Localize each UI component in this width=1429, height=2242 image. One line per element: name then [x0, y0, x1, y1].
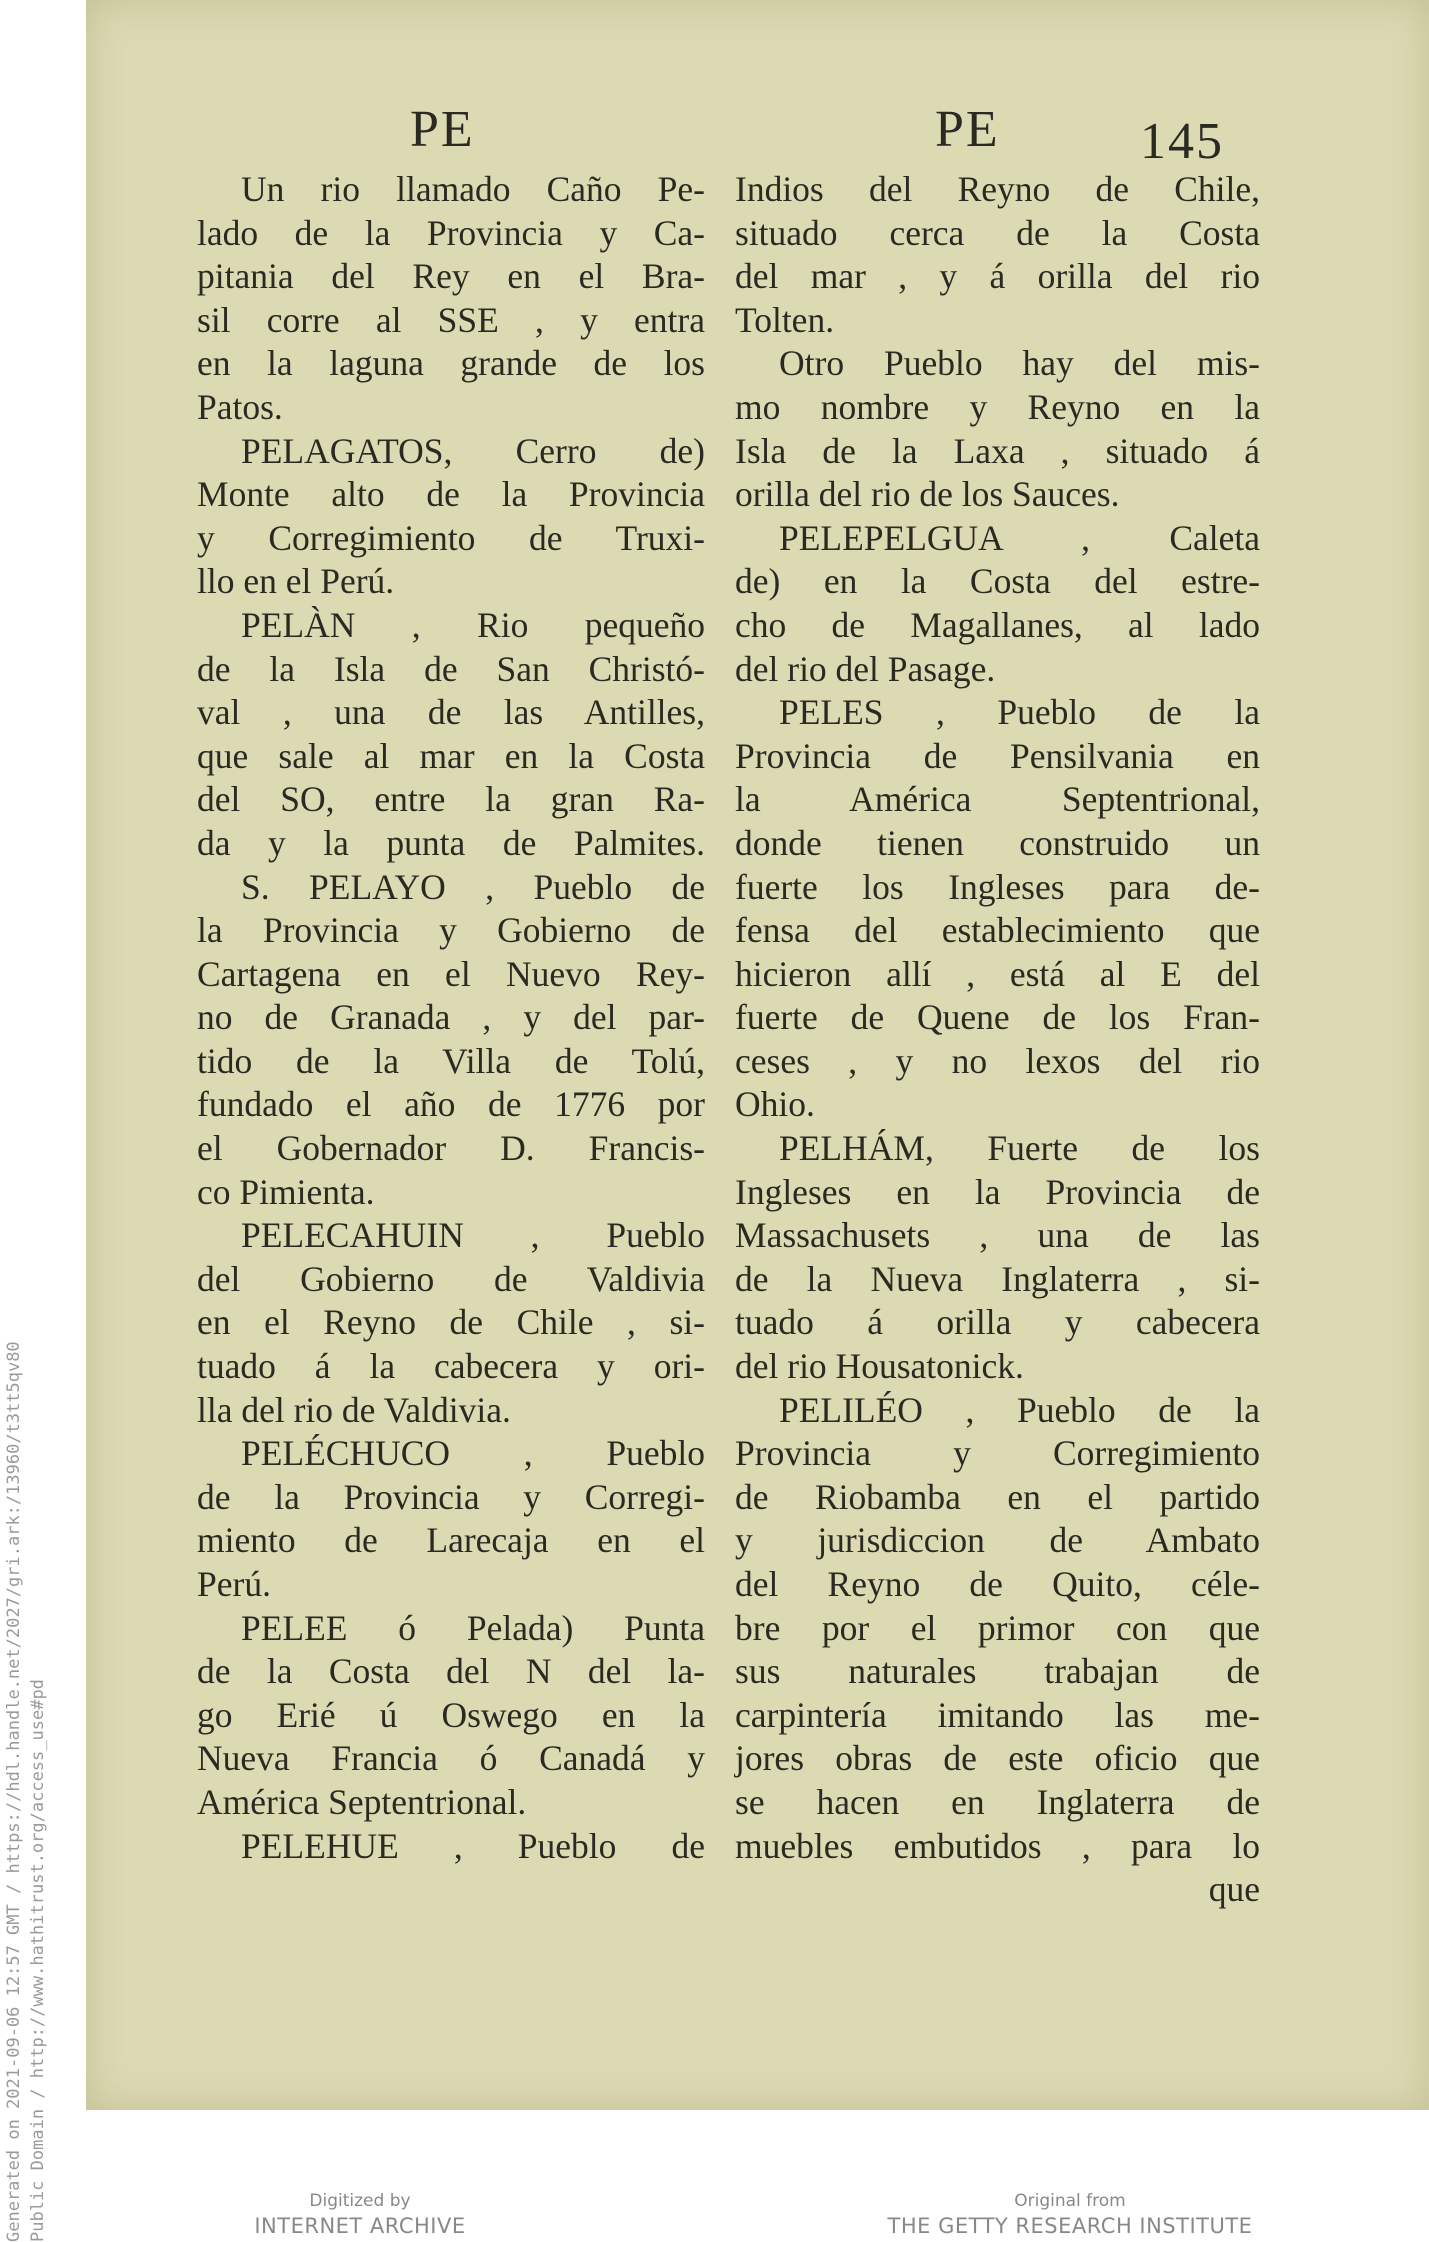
text-line: Otro Pueblo hay del mis-: [779, 343, 1260, 384]
text-line: fensa del establecimiento que: [735, 910, 1260, 951]
text-line: América Septentrional.: [197, 1781, 527, 1822]
internet-archive-label: INTERNET ARCHIVE: [254, 2214, 466, 2238]
text-line: de Riobamba en el partido: [735, 1476, 1260, 1517]
text-line: Perú.: [197, 1564, 271, 1604]
text-line: ceses , y no lexos del rio: [735, 1040, 1260, 1081]
text-line: del rio Housatonick.: [735, 1346, 1024, 1387]
text-line: donde tienen construido un: [735, 822, 1260, 863]
header-center: PE: [935, 101, 1000, 158]
text-line: Provincia de Pensilvania en: [735, 735, 1260, 776]
text-line: y Corregimiento de Truxi-: [197, 517, 705, 558]
text-line: Massachusets , una de las: [735, 1215, 1260, 1256]
text-line: Patos.: [197, 386, 283, 427]
text-line: se hacen en Inglaterra de: [735, 1781, 1260, 1822]
text-line: val , una de las Antilles,: [197, 692, 705, 733]
text-line: del rio del Pasage.: [735, 648, 996, 689]
text-line: Indios del Reyno de Chile,: [735, 169, 1260, 209]
getty-label: THE GETTY RESEARCH INSTITUTE: [887, 2214, 1253, 2238]
text-line: tuado á orilla y cabecera: [735, 1302, 1260, 1343]
text-line: PELAGATOS, Cerro de): [241, 430, 705, 471]
text-line: la Provincia y Gobierno de: [197, 910, 705, 951]
text-line: del Reyno de Quito, céle-: [735, 1564, 1260, 1604]
text-line: Provincia y Corregimiento: [735, 1433, 1260, 1474]
text-line: situado cerca de la Costa: [735, 212, 1260, 253]
text-line: Isla de la Laxa , situado á: [735, 430, 1260, 471]
text-line: fuerte de Quene de los Fran-: [735, 997, 1260, 1038]
text-line: Tolten.: [735, 299, 835, 340]
stamp-line-1: Generated on 2021-09-06 12:57 GMT / https://hdl.handle.net/2027/gri.ark:/13960/t3tt5qv80: [4, 1341, 24, 2242]
text-line: Nueva Francia ó Canadá y: [197, 1738, 705, 1779]
text-line: del mar , y á orilla del rio: [735, 256, 1260, 297]
text-line: fundado el año de 1776 por: [197, 1084, 705, 1125]
original-from-label: Original from: [1014, 2191, 1126, 2211]
text-line: PELEPELGUA , Caleta: [779, 517, 1260, 558]
text-line: cho de Magallanes, al lado: [735, 604, 1260, 645]
text-line: hicieron allí , está al E del: [735, 953, 1260, 994]
text-line: PELES , Pueblo de la: [779, 692, 1260, 733]
right-column: [735, 168, 1260, 1912]
text-line: co Pimienta.: [197, 1171, 375, 1212]
text-line: PELÉCHUCO , Pueblo: [241, 1433, 705, 1474]
text-line: del SO, entre la gran Ra-: [197, 779, 705, 820]
text-line: PELEE ó Pelada) Punta: [241, 1607, 705, 1648]
text-line: la América Septentrional,: [735, 779, 1260, 820]
text-line: PELÀN , Rio pequeño: [241, 604, 705, 645]
digitized-by-label: Digitized by: [309, 2191, 411, 2211]
text-line: de) en la Costa del estre-: [735, 561, 1260, 602]
digitized-by-credit: [220, 2190, 500, 2240]
text-line: miento de Larecaja en el: [197, 1520, 705, 1561]
text-line: S. PELAYO , Pueblo de: [241, 866, 705, 907]
text-line: PELECAHUIN , Pueblo: [241, 1215, 705, 1256]
original-from-credit: [860, 2190, 1280, 2240]
text-line: de la Costa del N del la-: [197, 1651, 705, 1692]
text-line: de la Nueva Inglaterra , si-: [735, 1258, 1260, 1299]
text-line: en la laguna grande de los: [197, 343, 705, 384]
text-line: go Erié ú Oswego en la: [197, 1694, 705, 1735]
text-line: Monte alto de la Provincia: [197, 474, 705, 515]
text-line: en el Reyno de Chile , si-: [197, 1302, 705, 1343]
text-line: no de Granada , y del par-: [197, 997, 705, 1038]
text-line: Ohio.: [735, 1084, 815, 1125]
page-number: 145: [1140, 113, 1224, 170]
text-line: muebles embutidos , para lo: [735, 1825, 1260, 1866]
text-line: lado de la Provincia y Ca-: [197, 212, 705, 253]
text-line: da y la punta de Palmites.: [197, 822, 705, 863]
text-line: orilla del rio de los Sauces.: [735, 474, 1120, 515]
text-line: el Gobernador D. Francis-: [197, 1128, 705, 1169]
text-line: Cartagena en el Nuevo Rey-: [197, 953, 705, 994]
text-line: jores obras de este oficio que: [735, 1738, 1260, 1779]
text-line: fuerte los Ingleses para de-: [735, 866, 1260, 907]
text-line: de la Isla de San Christó-: [197, 648, 705, 689]
text-line: sil corre al SSE , y entra: [197, 299, 705, 340]
header-left: PE: [410, 101, 475, 158]
text-line: sus naturales trabajan de: [735, 1651, 1260, 1692]
text-line: de la Provincia y Corregi-: [197, 1476, 705, 1517]
text-line: pitania del Rey en el Bra-: [197, 256, 705, 297]
text-line: carpintería imitando las me-: [735, 1694, 1260, 1735]
text-line: que sale al mar en la Costa: [197, 735, 705, 776]
left-column: [197, 168, 705, 1868]
text-line: que: [1208, 1869, 1260, 1910]
text-line: bre por el primor con que: [735, 1607, 1260, 1648]
text-line: PELILÉO , Pueblo de la: [779, 1389, 1260, 1430]
stamp-line-2: Public Domain / http://www.hathitrust.org/access_use#pd: [28, 1679, 48, 2242]
text-line: PELEHUE , Pueblo de: [241, 1825, 705, 1866]
text-line: tuado á la cabecera y ori-: [197, 1346, 705, 1387]
text-line: del Gobierno de Valdivia: [197, 1258, 705, 1299]
text-line: Ingleses en la Provincia de: [735, 1171, 1260, 1212]
text-line: mo nombre y Reyno en la: [735, 386, 1260, 427]
text-line: y jurisdiccion de Ambato: [735, 1520, 1260, 1561]
text-line: PELHÁM, Fuerte de los: [779, 1128, 1260, 1169]
text-line: tido de la Villa de Tolú,: [197, 1040, 705, 1081]
hathitrust-stamp: [2, 1142, 50, 2242]
text-line: llo en el Perú.: [197, 561, 395, 602]
text-line: lla del rio de Valdivia.: [197, 1389, 511, 1430]
text-line: Un rio llamado Caño Pe-: [241, 169, 705, 209]
